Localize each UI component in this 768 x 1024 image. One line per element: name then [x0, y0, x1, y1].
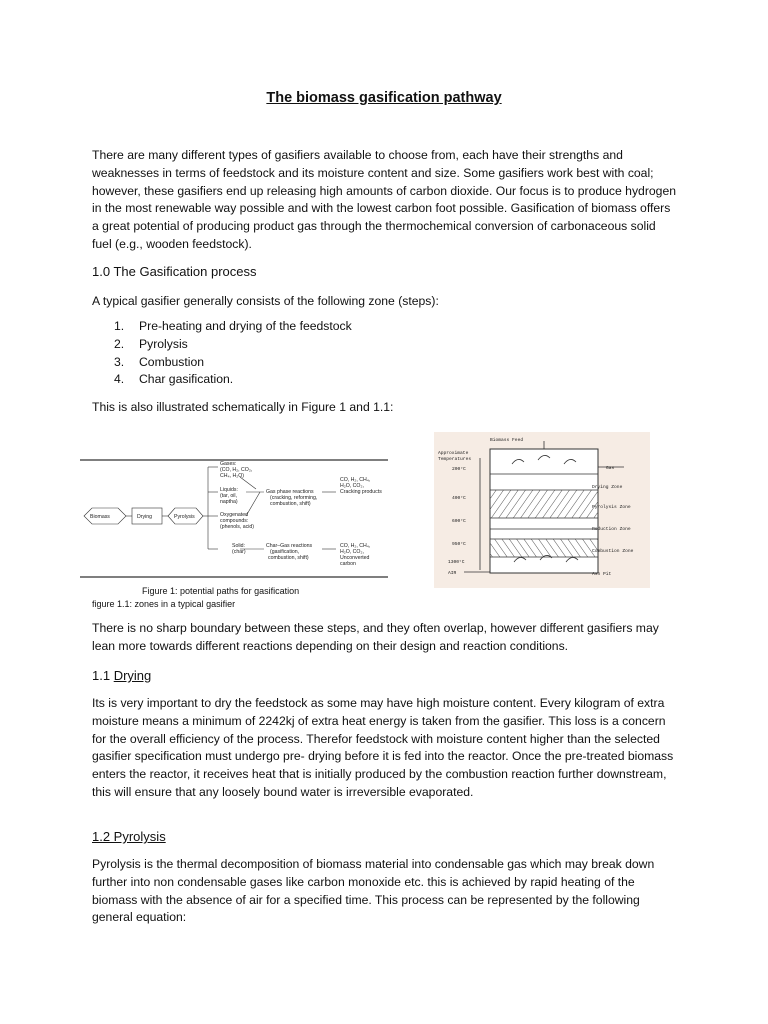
air-label: AIR — [448, 571, 457, 576]
drying-zone-label: Drying Zone — [592, 485, 623, 490]
liquids-label: Liquids: — [220, 487, 238, 493]
gas-out-label: Gas — [606, 466, 615, 471]
page-title: The biomass gasification pathway — [266, 90, 502, 106]
gas-phase-label: Gas phase reactions — [266, 489, 314, 495]
svg-text:400°C: 400°C — [452, 496, 466, 501]
combustion-zone-hatch — [490, 539, 598, 557]
svg-text:1300°C: 1300°C — [448, 560, 465, 565]
illustrated-sentence: This is also illustrated schematically in Figure 1 and 1.1: — [92, 400, 394, 414]
pyrolysis-zone-label: Pyrolysis Zone — [592, 505, 631, 510]
steps-lead: A typical gasifier generally consists of the following zone (steps): — [92, 294, 439, 308]
char-gas-label: Char–Gas reactions — [266, 543, 313, 549]
figure-1-1-diagram — [434, 432, 650, 588]
list-item: 2. Pyrolysis — [114, 336, 188, 351]
pyrolysis-zone-hatch — [490, 490, 598, 518]
svg-text:combustion, shift): combustion, shift) — [268, 555, 309, 561]
oxygenated-label: Oxygenated — [220, 512, 248, 518]
pyrolysis-paragraph: Pyrolysis is the thermal decomposition of biomass material into condensable gas which may break down further into non condensable gases like carbon monoxide etc. this is achieved by rapid heating of the biomass with the absence of air for a specified time. This process can be represented by the following general equation: — [92, 857, 655, 925]
list-item: 3. Combustion — [114, 354, 205, 369]
drying-paragraph: Its is very important to dry the feedstock as some may have high moisture content. Every kilogram of extra moisture means a minimum of 2242kj of extra heat energy is taken from the gasifier. This loss is a concern for the overall efficiency of the process. Therefor feedstock with moisture content higher than the selected gasifier specification must undergo pre- drying before it is fed into the reactor. Once the pre-treated biomass enters the reactor, it receives heat that is initially produced by the combustion reaction further downstream, this will ensure that any loosely bound water is irreversible evaporated. — [92, 696, 674, 799]
output-gas-products: CO, H₂, CH₄, — [340, 477, 371, 483]
figure-1-caption: Figure 1: potential paths for gasification — [142, 586, 300, 596]
reduction-zone-label: Reduction Zone — [592, 527, 631, 532]
svg-text:Cracking products: Cracking products — [340, 489, 382, 495]
output-char-products: CO, H₂, CH₄, — [340, 543, 371, 549]
overlap-paragraph: There is no sharp boundary between these steps, and they often overlap, however different gasifiers may lean more towards different reactions depending on their design and reaction conditions. — [92, 621, 659, 653]
solid-label: Solid: — [232, 543, 245, 549]
list-item: 4. Char gasification. — [114, 372, 234, 387]
svg-text:(char): (char) — [232, 549, 246, 555]
combustion-zone-label: Combustion Zone — [592, 549, 634, 554]
drying-label: Drying — [137, 514, 152, 520]
svg-text:Temperatures: Temperatures — [438, 457, 472, 462]
svg-text:(tar, oil,: (tar, oil, — [220, 493, 238, 499]
section-heading-gasification: 1.0 The Gasification process — [92, 264, 257, 279]
intro-paragraph: There are many different types of gasifiers available to choose from, each have their strengths and weaknesses in terms of feedstock and its moisture content and size. Some gasifiers work best with coal; however, these gasifiers end up releasing high amounts of carbon dioxide. Our focus is to produce hydrogen in the most renewable way possible and with the lowest carbon foot possible. Gasification of biomass offers a great potential of producing product gas through the thermochemical conversion of carbonaceous solid fuel (e.g., wooden feedstock). — [92, 148, 676, 251]
svg-text:combustion, shift): combustion, shift) — [270, 501, 311, 507]
svg-text:600°C: 600°C — [452, 519, 466, 524]
biomass-label: Biomass — [90, 514, 110, 520]
svg-text:(gasification,: (gasification, — [270, 549, 300, 555]
svg-text:(cracking, reforming,: (cracking, reforming, — [270, 495, 318, 501]
svg-text:carbon: carbon — [340, 561, 356, 567]
approx-label: Approximate — [438, 451, 469, 456]
list-item: 1. Pre-heating and drying of the feedstock — [114, 319, 352, 333]
svg-text:CH₄, H₂O): CH₄, H₂O) — [220, 473, 245, 479]
section-heading-drying: 1.1 Drying — [92, 668, 152, 683]
gases-label: Gases: — [220, 461, 237, 467]
svg-text:Unconverted: Unconverted — [340, 555, 370, 561]
steps-list — [114, 318, 352, 389]
ash-pit-label: Ash Pit — [592, 572, 612, 577]
svg-text:950°C: 950°C — [452, 542, 466, 547]
svg-text:H₂O, CO₂,: H₂O, CO₂, — [340, 549, 364, 555]
figure-1-1-caption: figure 1.1: zones in a typical gasifier — [92, 599, 236, 609]
svg-text:naptha): naptha) — [220, 499, 238, 505]
svg-text:(CO, H₂, CO₂,: (CO, H₂, CO₂, — [220, 467, 253, 473]
svg-text:(phenols, acid): (phenols, acid) — [220, 524, 255, 530]
svg-text:compounds:: compounds: — [220, 518, 249, 524]
figure-1-diagram — [80, 459, 388, 579]
svg-text:H₂O, CO₂,: H₂O, CO₂, — [340, 483, 364, 489]
svg-text:200°C: 200°C — [452, 467, 466, 472]
biomass-feed-label: Biomass Feed — [490, 438, 524, 443]
section-heading-pyrolysis: 1.2 Pyrolysis — [92, 829, 166, 844]
pyrolysis-label: Pyrolysis — [174, 514, 195, 520]
